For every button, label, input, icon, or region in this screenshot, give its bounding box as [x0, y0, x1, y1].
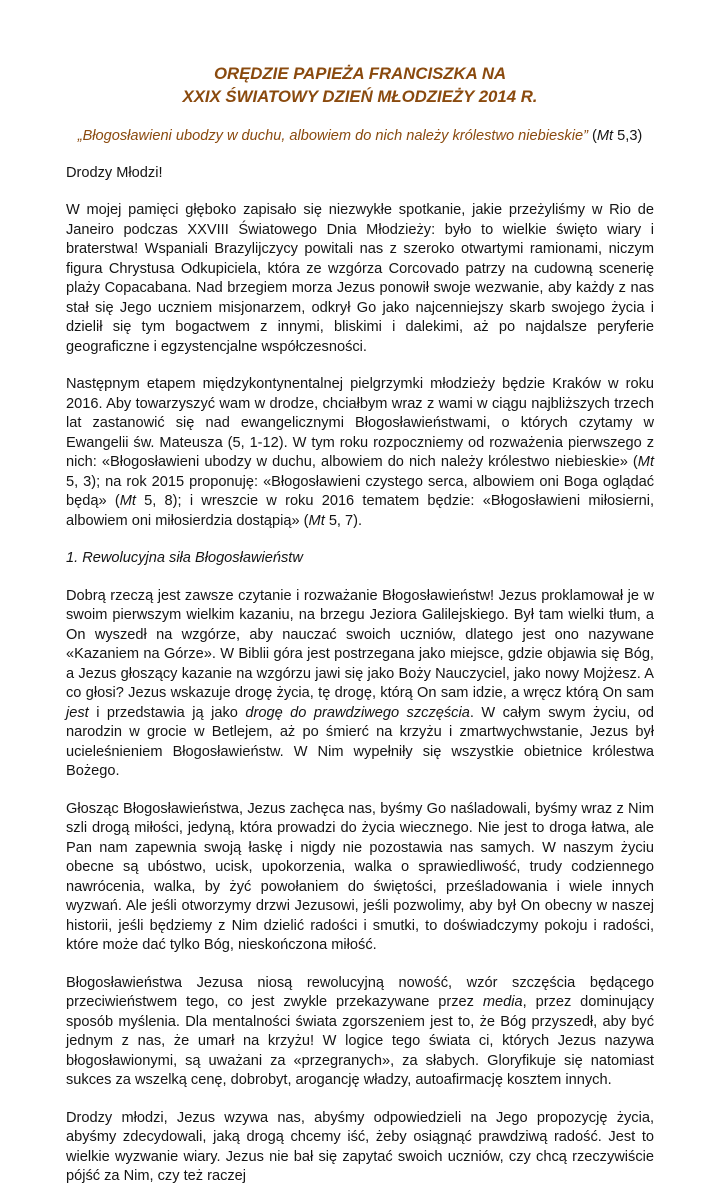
p3-jest: jest [66, 704, 89, 721]
section-heading-1: 1. Rewolucyjna siła Błogosławieństw [66, 550, 303, 566]
greeting: Drodzy Młodzi! [66, 164, 163, 181]
p2-text-d: 5, 7). [324, 512, 363, 529]
motto-quote: „Błogosławieni ubodzy w duchu, albowiem do nich należy królestwo niebieskie” [77, 128, 588, 144]
p2-text-b: 5, 3); na rok 2015 proponuję: «Błogosławieni czystego serca, albowiem oni Boga oglądać będą» ( [66, 473, 654, 509]
document-title [66, 62, 654, 108]
motto-ref-rest: 5,3) [613, 128, 643, 144]
paragraph-4: Głosząc Błogosławieństwa, Jezus zachęca nas, byśmy Go naśladowali, byśmy wraz z Nim szli drogą miłości, jedyną, która prowadzi do życia wiecznego. Nie jest to droga łatwa, ale Pan nam zapewnia swoją łaskę i nigdy nie pozostawia nas samych. W naszym życiu obecne są ubóstwo, ucisk, upokorzenia, walka o sprawiedliwość, trudy codziennego nawrócenia, walka, by żyć powołaniem do świętości, prześladowania i wiele innych wyzwań. Ale jeśli otworzymy drzwi Jezusowi, jeśli pozwolimy, aby był On obecny w naszej historii, jeśli będziemy z Nim dzielić radości i smutki, to doświadczymy pokoju i radości, które może dać tylko Bóg, nieskończona miłość. [66, 800, 654, 953]
paragraph-5 [66, 974, 654, 1091]
p3-text-a: Dobrą rzeczą jest zawsze czytanie i rozważanie Błogosławieństw! Jezus proklamował je w swoim pierwszym wielkim kazaniu, na brzegu Jeziora Galilejskiego. Był tam wielki tłum, a On wyszedł na wzgórze, aby nauczać swoich uczniów, dlatego jest ono nazywane «Kazaniem na Górze». W Biblii góra jest postrzegana jako miejsce, gdzie objawia się Bóg, a Jezus głoszący kazanie na wzgórzu jawi się jako Boży Nauczyciel, jako nowy Mojżesz. A co głosi? Jezus wskazuje drogę życia, tę drogę, którą On sam idzie, a wręcz którą On sam [66, 587, 654, 701]
document-page [66, 62, 654, 1187]
p2-text-c: 5, 8); i wreszcie w roku 2016 tematem będzie: «Błogosławieni miłosierni, albowiem oni miłosierdzia dostąpią» ( [66, 493, 654, 529]
p3-text-c: . W całym swym życiu, od narodzin w grocie w Betlejem, aż po śmierć na krzyżu i zmartwychwstanie, Jezus był ucieleśnieniem Błogosławieństw. W Nim wypełniły się wszystkie obietnice królestwa Bożego. [66, 704, 654, 779]
motto-ref-open: ( [587, 128, 597, 144]
p5-media: media [482, 994, 523, 1010]
p5-text-b: , przez dominujący sposób myślenia. Dla mentalności świata zgorszeniem jest to, że Bóg przyszedł, aby być jednym z nas, że umarł na krzyżu! W logice tego świata ci, których Jezus nazywa błogosławionymi, są uważani za «przegranych», za słabych. Gloryfikuje się natomiast sukces za wszelką cenę, dobrobyt, arogancję władzy, autoafirmację kosztem innych. [66, 994, 654, 1088]
paragraph-1: W mojej pamięci głęboko zapisało się niezwykłe spotkanie, jakie przeżyliśmy w Rio de Janeiro podczas XXVIII Światowego Dnia Młodzieży: było to wielkie święto wiary i braterstwa! Wspaniali Brazylijczycy powitali nas z szeroko otwartymi ramionami, niczym figura Chrystusa Odkupiciela, która ze wzgórza Corcovado patrzy na cudowną scenerię plaży Copacabana. Nad brzegiem morza Jezus ponowił swoje wezwanie, aby każdy z nas stał się Jego uczniem misjonarzem, odkrył Go jako najcenniejszy skarb swojego życia i dzielił się tym bogactwem z innymi, bliskimi i dalekimi, aż po najdalsze peryferie geograficzne i egzystencjalne współczesności. [66, 202, 654, 355]
paragraph-3 [66, 587, 654, 782]
p2-text-a: Następnym etapem międzykontynentalnej pielgrzymki młodzieży będzie Kraków w roku 2016. Aby towarzyszyć wam w drodze, chciałbym wraz z wami w ciągu najbliższych trzech lat zastanowić się nad ewangelicznymi Błogosławieństwami, o których czytamy w Ewangelii św. Mateusza (5, 1-12). W tym roku rozpoczniemy od rozważenia pierwszego z nich: «Błogosławieni ubodzy w duchu, albowiem do nich należy królestwo niebieskie» ( [66, 376, 654, 470]
paragraph-6: Drodzy młodzi, Jezus wzywa nas, abyśmy odpowiedzieli na Jego propozycję życia, abyśmy zdecydowali, jaką drogą chcemy iść, żeby osiągnąć prawdziwą radość. Jest to wielkie wyzwanie wiary. Jezus nie bał się zapytać swoich uczniów, czy chcą rzeczywiście pójść za Nim, czy też raczej [66, 1109, 654, 1184]
paragraph-2 [66, 375, 654, 531]
motto [66, 127, 654, 147]
p3-droga: drogę do prawdziwego szczęścia [245, 704, 470, 721]
title-line-2: XXIX ŚWIATOWY DZIEŃ MŁODZIEŻY 2014 R. [182, 87, 538, 106]
p2-mt-1: Mt [637, 454, 654, 470]
p2-mt-2: Mt [119, 493, 136, 509]
p5-text-a: Błogosławieństwa Jezusa niosą rewolucyjną nowość, wzór szczęścia będącego przeciwieństwem tego, co jest zwykle przekazywane przez [66, 974, 654, 1010]
title-line-1: ORĘDZIE PAPIEŻA FRANCISZKA NA [213, 64, 507, 83]
motto-ref-book: Mt [596, 128, 614, 144]
p2-mt-3: Mt [308, 512, 325, 529]
p3-text-b: i przedstawia ją jako [88, 704, 246, 721]
